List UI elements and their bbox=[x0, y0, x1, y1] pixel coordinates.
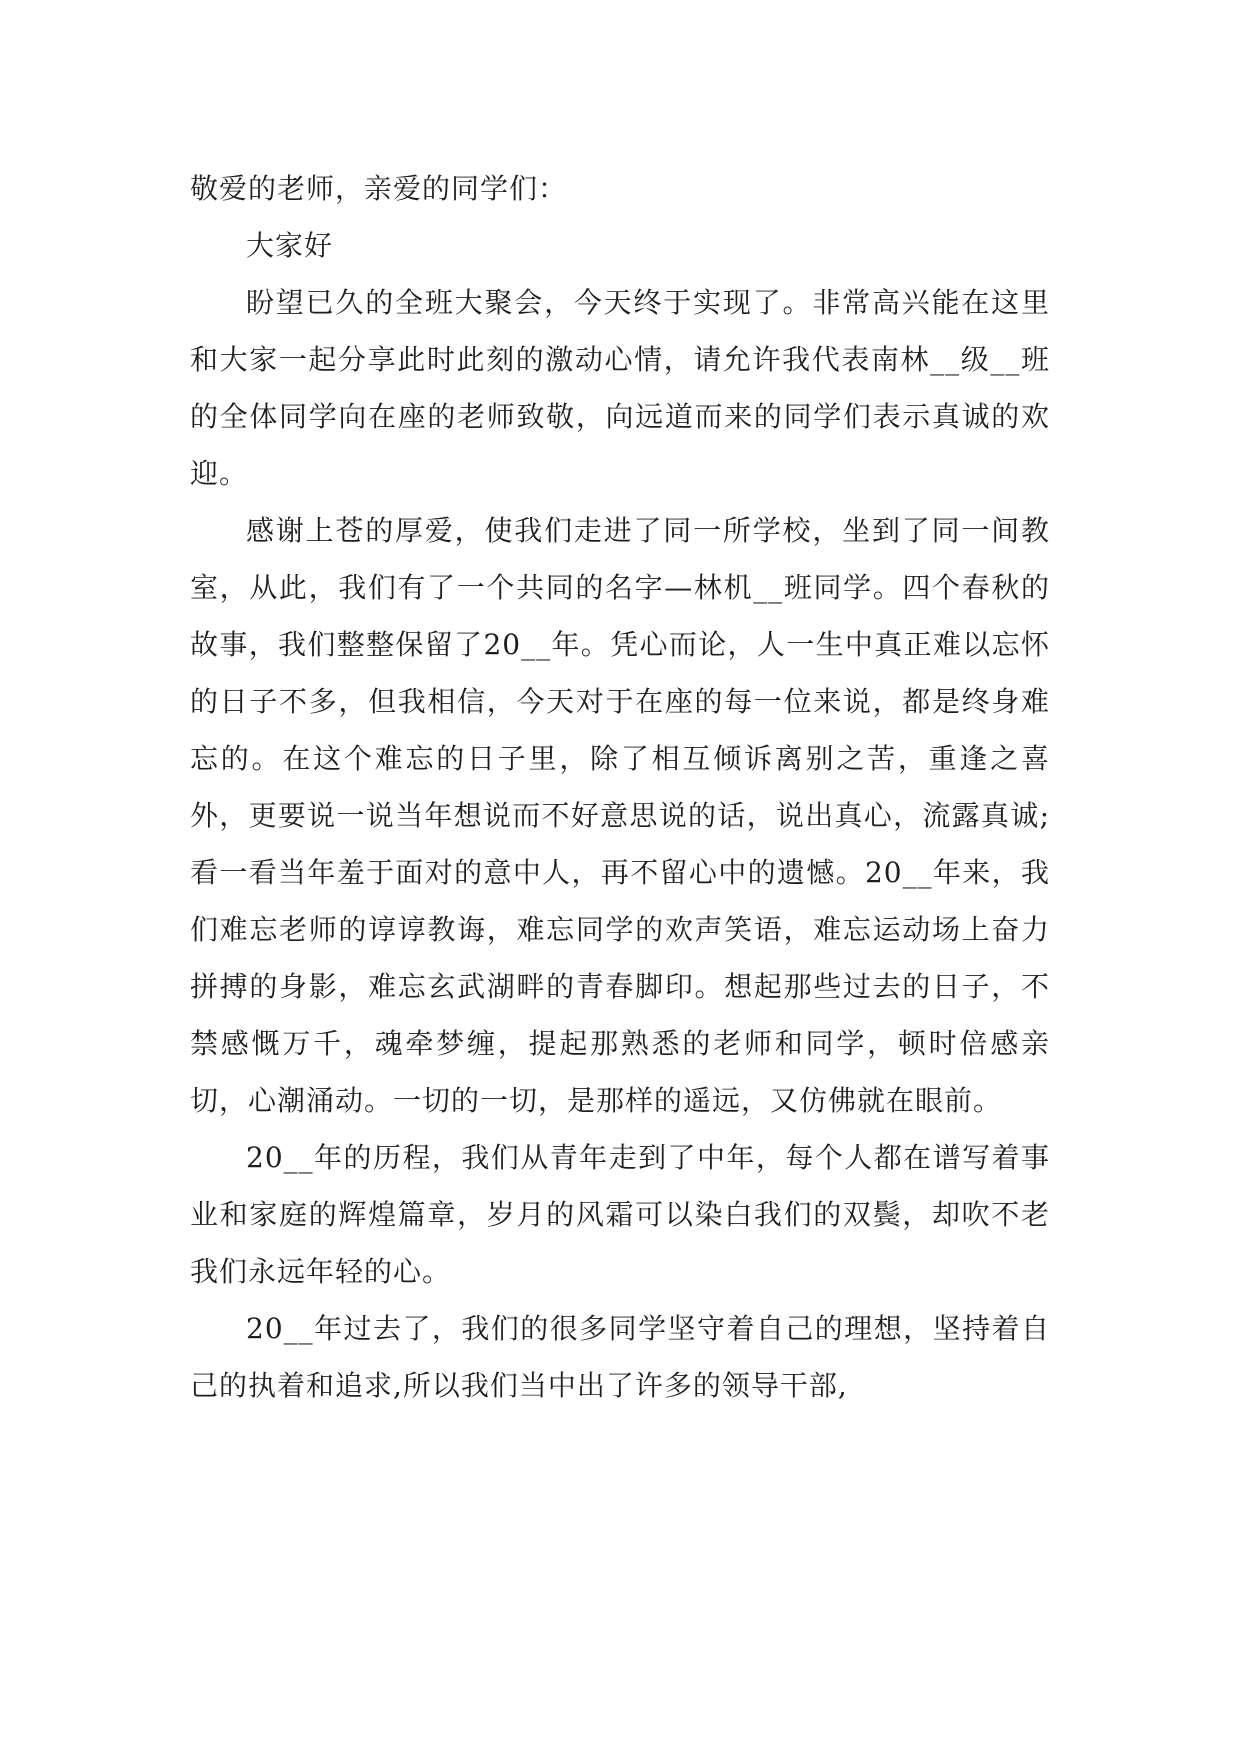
document-body bbox=[190, 160, 1050, 1414]
greeting-paragraph: 大家好 bbox=[246, 229, 334, 262]
journey-paragraph: 20__年的历程，我们从青年走到了中年，每个人都在谱写着事业和家庭的辉煌篇章，岁月的风霜可以染白我们的双鬓，却吹不老我们永远年轻的心。 bbox=[190, 1141, 1050, 1288]
opening-paragraph: 盼望已久的全班大聚会，今天终于实现了。非常高兴能在这里和大家一起分享此时此刻的激动心情，请允许我代表南林__级__班的全体同学向在座的老师致敬，向远道而来的同学们表示真诚的欢迎。 bbox=[190, 286, 1050, 490]
memories-paragraph: 感谢上苍的厚爱，使我们走进了同一所学校，坐到了同一间教室，从此，我们有了一个共同的名字—林机__班同学。四个春秋的故事，我们整整保留了20__年。凭心而论，人一生中真正难以忘怀的日子不多，但我相信，今天对于在座的每一位来说，都是终身难忘的。在这个难忘的日子里，除了相互倾诉离别之苦，重逢之喜外，更要说一说当年想说而不好意思说的话，说出真心，流露真诚;看一看当年羞于面对的意中人，再不留心中的遗憾。20__年来，我们难忘老师的谆谆教诲，难忘同学的欢声笑语，难忘运动场上奋力拼搏的身影，难忘玄武湖畔的青春脚印。想起那些过去的日子，不禁感慨万千，魂牵梦缠，提起那熟悉的老师和同学，顿时倍感亲切，心潮涌动。一切的一切，是那样的遥远，又仿佛就在眼前。 bbox=[190, 514, 1050, 1117]
salutation: 敬爱的老师，亲爱的同学们： bbox=[190, 172, 568, 205]
achievements-paragraph: 20__年过去了，我们的很多同学坚守着自己的理想，坚持着自己的执着和追求,所以我们当中出了许多的领导干部, bbox=[190, 1312, 1050, 1402]
